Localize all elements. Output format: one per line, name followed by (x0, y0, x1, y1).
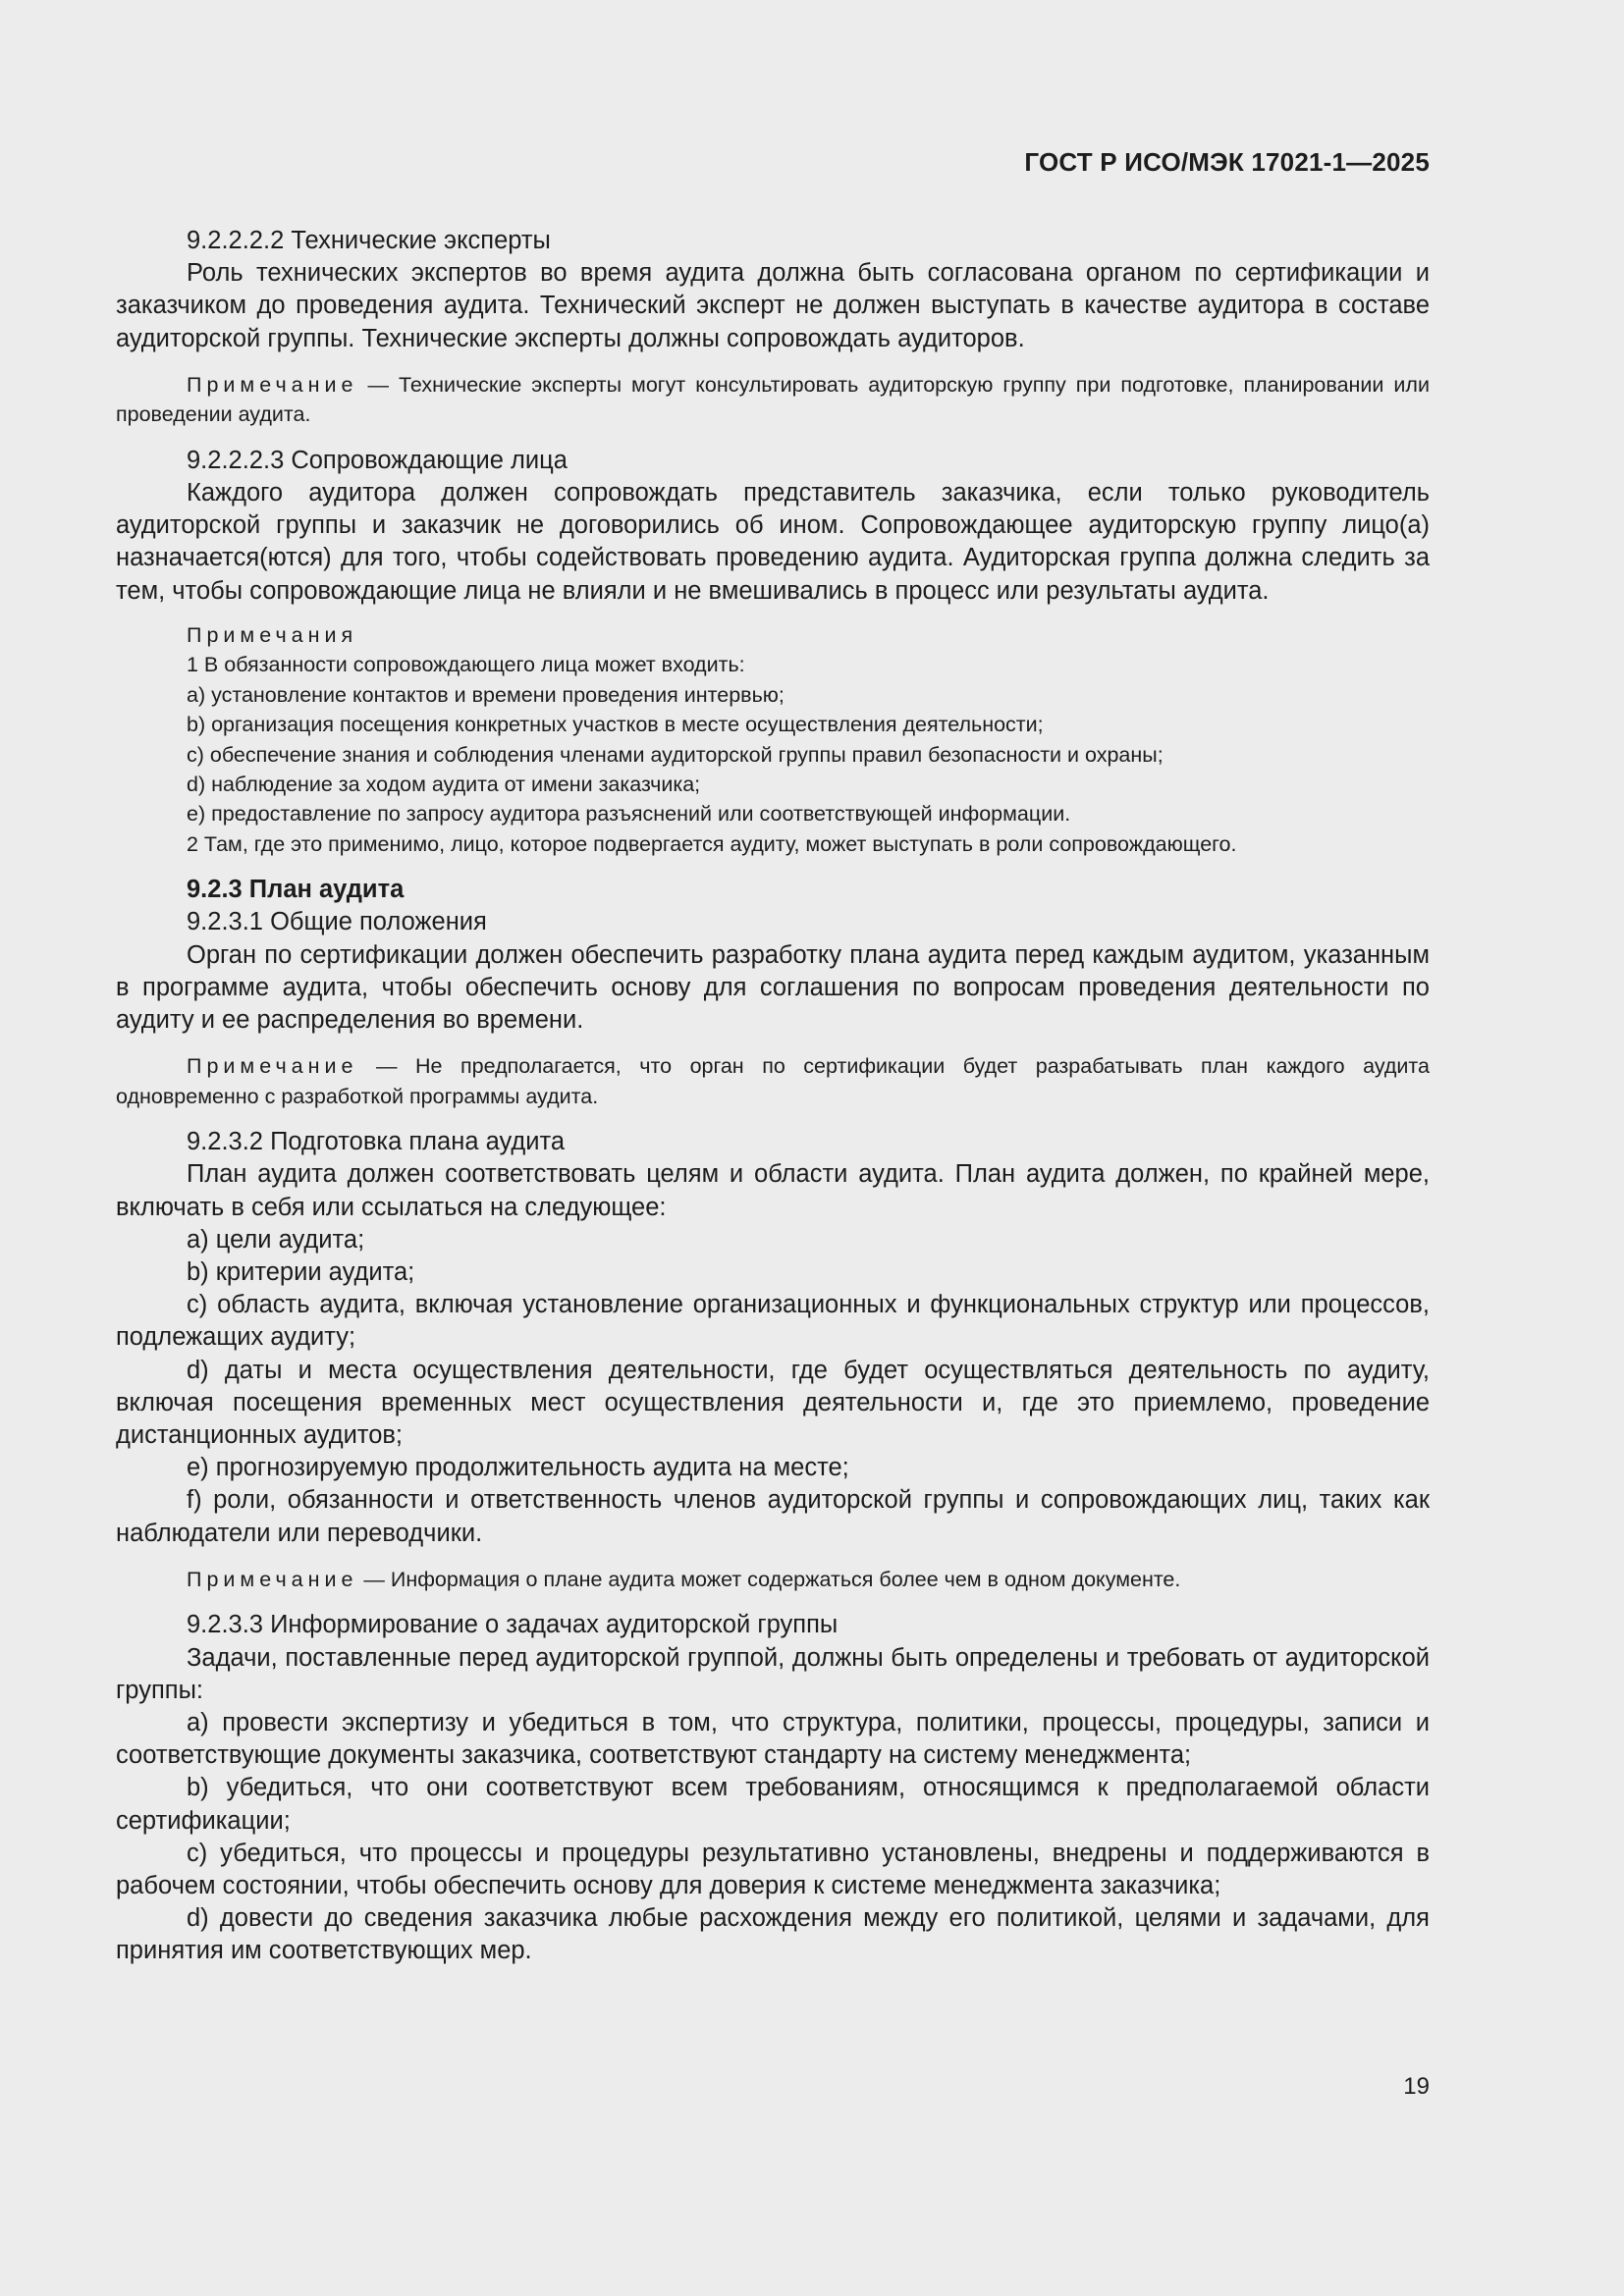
list-item: c) убедиться, что процессы и процедуры результативно установлены, внедрены и поддерживаются в рабочем состоянии, чтобы обеспечить основу для доверия к системе менеджмента заказчика; (116, 1839, 1430, 1899)
note (116, 1565, 1430, 1595)
section-title-9-2-3-2: 9.2.3.2 Подготовка плана аудита (187, 1128, 566, 1156)
list-item: f) роли, обязанности и ответственность членов аудиторской группы и сопровождающих лиц, таких как наблюдатели или переводчики. (116, 1486, 1430, 1547)
page-number: 19 (1403, 2073, 1430, 2100)
note-dash: — (357, 1567, 391, 1591)
section-title-9-2-2-2-2: 9.2.2.2.2 Технические эксперты (187, 227, 551, 254)
section-title-9-2-3-1: 9.2.3.1 Общие положения (187, 908, 487, 936)
note-label: Примечание (187, 1054, 358, 1079)
note-label: Примечание (187, 1567, 358, 1591)
note-text: Информация о плане аудита может содержаться более чем в одном документе. (390, 1567, 1181, 1591)
note-text: Не предполагается, что орган по сертификации будет разрабатывать план каждого аудита одновременно с разработкой программы аудита. (116, 1054, 1430, 1108)
note-text: Технические эксперты могут консультировать аудиторскую группу при подготовке, планировании или проведении аудита. (116, 372, 1430, 427)
section-title-9-2-3: 9.2.3 План аудита (187, 876, 405, 904)
note-item: 1 В обязанности сопровождающего лица может входить: (187, 653, 745, 677)
list-item: b) убедиться, что они соответствуют всем требованиям, относящимся к предполагаемой области сертификации; (116, 1774, 1430, 1835)
list-item: d) даты и места осуществления деятельности, где будет осуществляться деятельность по аудиту, включая посещения временных мест осуществления деятельности и, где это приемлемо, проведение дистанционных аудитов; (116, 1356, 1430, 1450)
note-dash: — (357, 1054, 415, 1079)
document-code-header: ГОСТ Р ИСО/МЭК 17021-1—2025 (1024, 147, 1430, 177)
note-item: b) организация посещения конкретных участков в месте осуществления деятельности; (187, 713, 1044, 737)
list-item: e) прогнозируемую продолжительность аудита на месте; (187, 1454, 849, 1482)
paragraph: План аудита должен соответствовать целям и области аудита. План аудита должен, по крайней мере, включать в себя или ссылаться на следующее: (116, 1160, 1430, 1221)
note (116, 370, 1430, 430)
section-title-9-2-2-2-3: 9.2.2.2.3 Сопровождающие лица (187, 446, 568, 474)
list-item: c) область аудита, включая установление организационных и функциональных структур или процессов, подлежащих аудиту; (116, 1291, 1430, 1352)
note-item: 2 Там, где это применимо, лицо, которое подвергается аудиту, может выступать в роли сопровождающего. (187, 831, 1237, 856)
note-item: a) установление контактов и времени проведения интервью; (187, 682, 785, 707)
list-item: a) цели аудита; (187, 1225, 365, 1254)
note (116, 1051, 1430, 1111)
note-label: Примечание (187, 372, 358, 397)
paragraph: Роль технических экспертов во время аудита должна быть согласована органом по сертификации и заказчиком до проведения аудита. Технический эксперт не должен выступать в качестве аудитора в составе аудиторской группы. Технические эксперты должны сопровождать аудиторов. (116, 259, 1430, 352)
notes-label: Примечания (187, 622, 358, 647)
note-item: c) обеспечение знания и соблюдения членами аудиторской группы правил безопасности и охраны; (187, 742, 1164, 767)
list-item: a) провести экспертизу и убедиться в том, что структура, политики, процессы, процедуры, записи и соответствующие документы заказчика, соответствуют стандарту на систему менеджмента; (116, 1708, 1430, 1770)
section-title-9-2-3-3: 9.2.3.3 Информирование о задачах аудиторской группы (187, 1611, 839, 1639)
note-item: e) предоставление по запросу аудитора разъяснений или соответствующей информации. (187, 802, 1071, 827)
paragraph: Каждого аудитора должен сопровождать представитель заказчика, если только руководитель аудиторской группы и заказчик не договорились об ином. Сопровождающее аудиторскую группу лицо(а) назначается(ются) для того, чтобы содействовать проведению аудита. Аудиторская группа должна следить за тем, чтобы сопровождающие лица не влияли и не вмешивались в процесс или результаты аудита. (116, 479, 1430, 605)
list-item: b) критерии аудита; (187, 1258, 415, 1286)
document-body (116, 225, 1430, 1968)
paragraph: Задачи, поставленные перед аудиторской группой, должны быть определены и требовать от аудиторской группы: (116, 1643, 1430, 1704)
note-dash: — (357, 372, 399, 397)
note-item: d) наблюдение за ходом аудита от имени заказчика; (187, 772, 701, 796)
paragraph: Орган по сертификации должен обеспечить разработку плана аудита перед каждым аудитом, указанным в программе аудита, чтобы обеспечить основу для соглашения по вопросам проведения деятельности по аудиту и ее распределения во времени. (116, 940, 1430, 1034)
list-item: d) довести до сведения заказчика любые расхождения между его политикой, целями и задачами, для принятия им соответствующих мер. (116, 1904, 1430, 1965)
